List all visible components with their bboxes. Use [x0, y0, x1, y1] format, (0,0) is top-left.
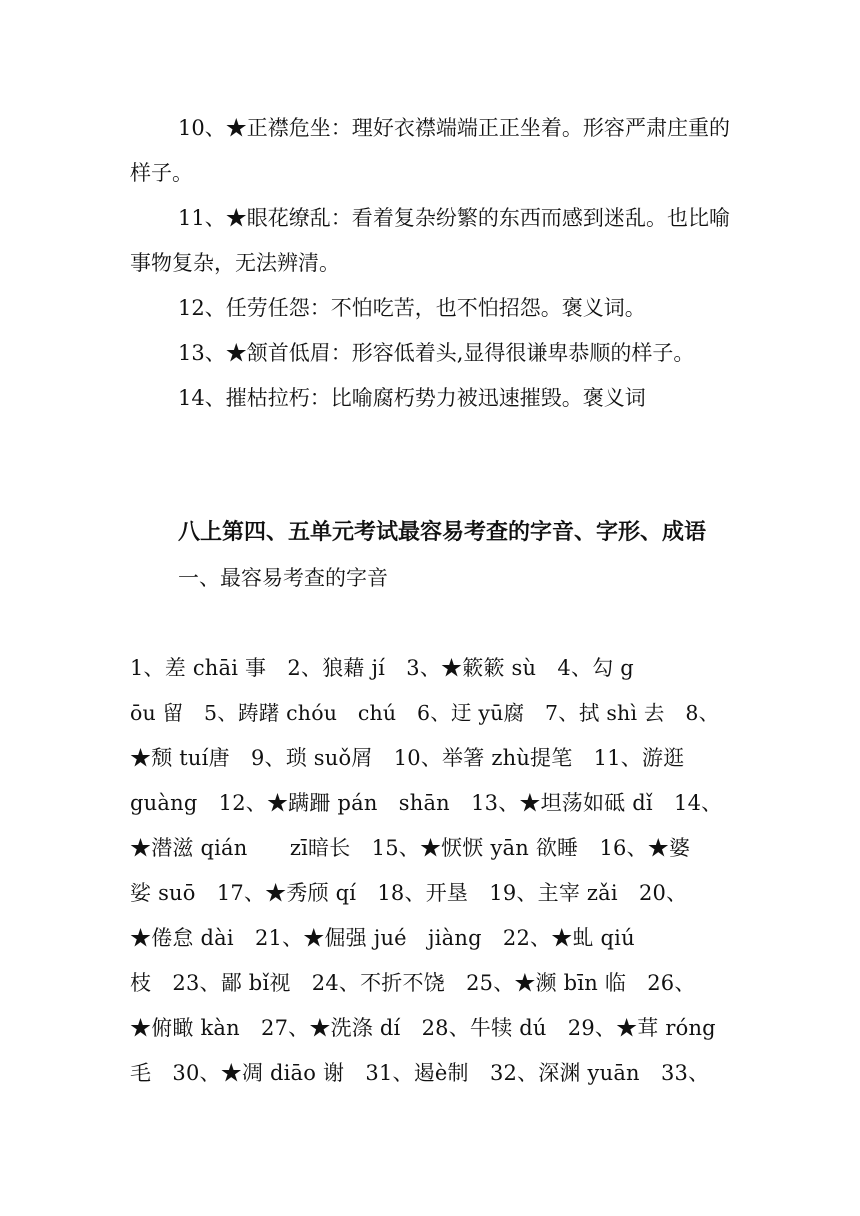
subsection-heading: 一、最容易考查的字音 — [178, 566, 388, 590]
pronunciation-line: 1、差 chāi 事 2、狼藉 jí 3、★簌簌 sù 4、勾 g — [130, 656, 634, 680]
pronunciation-line: 毛 30、★凋 diāo 谢 31、遏è制 32、深渊 yuān 33、 — [130, 1061, 710, 1085]
pronunciation-line: ★潜滋 qián zī暗长 15、★恹恹 yān 欲睡 16、★婆 — [130, 836, 691, 860]
idiom-item: 13、★颔首低眉：形容低着头,显得很谦卑恭顺的样子。 — [178, 341, 695, 365]
section — [130, 508, 730, 601]
pronunciation-line: ★俯瞰 kàn 27、★洗涤 dí 28、牛犊 dú 29、★茸 róng — [130, 1016, 716, 1040]
pronunciation-line: 枝 23、鄙 bǐ视 24、不折不饶 25、★濒 bīn 临 26、 — [130, 971, 696, 995]
pronunciation-line: 娑 suō 17、★秀颀 qí 18、开垦 19、主宰 zǎi 20、 — [130, 881, 688, 905]
idiom-item: 12、任劳任怨：不怕吃苦，也不怕招怨。褒义词。 — [178, 296, 646, 320]
pronunciation-line: ★颓 tuí唐 9、琐 suǒ屑 10、举箸 zhù提笔 11、游逛 — [130, 746, 685, 770]
pronunciation-list — [130, 646, 730, 1096]
idiom-item: 14、摧枯拉朽：比喻腐朽势力被迅速摧毁。褒义词 — [178, 386, 646, 410]
idiom-item: 11、★眼花缭乱：看着复杂纷繁的东西而感到迷乱。也比喻事物复杂，无法辨清。 — [130, 206, 730, 275]
pronunciation-line: guàng 12、★蹒跚 pán shān 13、★坦荡如砥 dǐ 14、 — [130, 791, 723, 815]
idiom-item: 10、★正襟危坐：理好衣襟端端正正坐着。形容严肃庄重的样子。 — [130, 116, 730, 185]
pronunciation-line: ★倦怠 dài 21、★倔强 jué jiàng 22、★虬 qiú — [130, 926, 635, 950]
pronunciation-line: ōu 留 5、踌躇 chóu chú 6、迂 yū腐 7、拭 shì 去 8、 — [130, 701, 720, 725]
idiom-list — [130, 106, 730, 421]
section-heading: 八上第四、五单元考试最容易考查的字音、字形、成语 — [178, 519, 707, 545]
